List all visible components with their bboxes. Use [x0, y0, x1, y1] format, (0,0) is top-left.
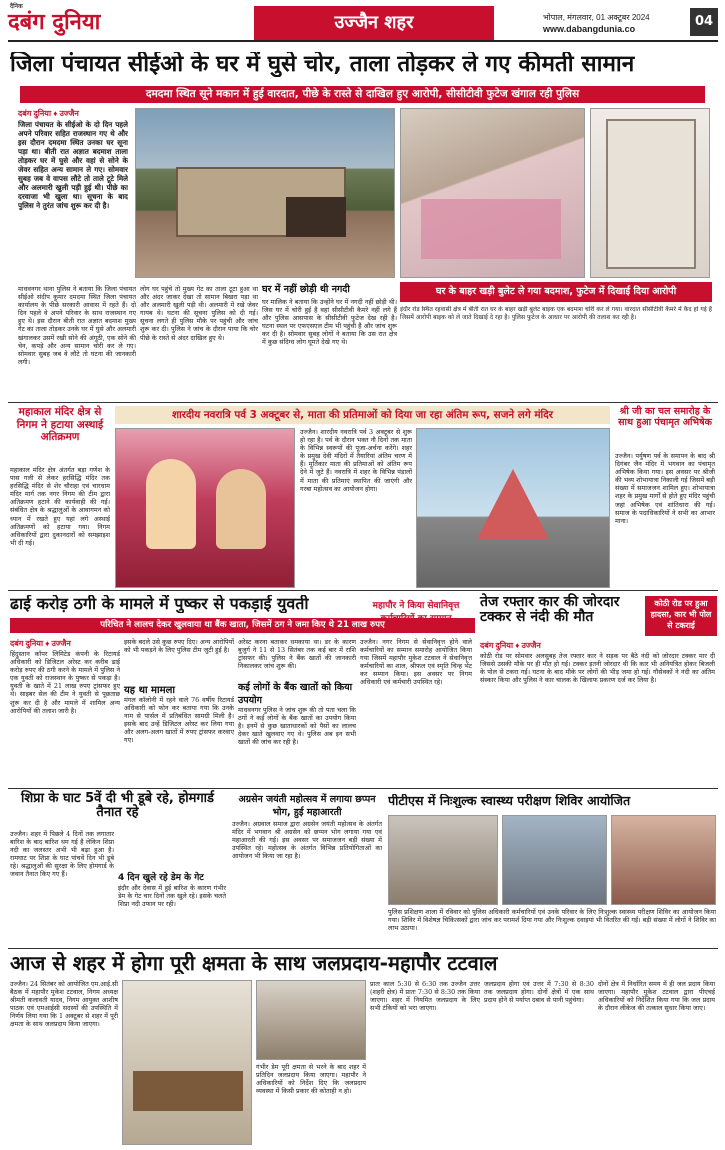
- scattered-clothes: [421, 199, 561, 259]
- divider: [8, 948, 718, 949]
- story2-left-headline: महाकाल मंदिर क्षेत्र से निगम ने हटाया अस्थाई अतिक्रमण: [16, 406, 104, 444]
- story4-photo-3: [611, 815, 716, 905]
- story5-body2: गंभीर डेम पूरी क्षमता से भरने के बाद शहर में प्रतिदिन जलप्रदाय किया जाएगा। महापौर ने अधिकारियों को निर्देश दिए कि जलप्रदाय व्यवस्था में किसी प्रकार की कोताही न हो।: [256, 1063, 366, 1096]
- idol-figure: [146, 459, 196, 549]
- story2-photo-idols: [115, 428, 295, 588]
- story3-right-headline: तेज रफ्तार कार की जोरदार टक्कर से नंदी की मौत: [480, 594, 620, 626]
- story3-body4: अरेस्ट करना बताकर धमकाया था। डर के कारण बुजुर्ग ने 11 से 13 सितंबर तक कई बार में राशि ट्रांसफर की। पुलिस ने बैंक खातों की जानकारी निकालकर जांच शुरू की।: [238, 638, 356, 671]
- story4-photo-2: [502, 815, 607, 905]
- meeting-table: [133, 1071, 243, 1111]
- temple-spire: [477, 469, 549, 539]
- story4-left-headline: शिप्रा के घाट 5वें दी भी डूबे रहे, होमगार्ड तैनात रहे: [20, 791, 215, 821]
- story1-body2: लोग घर पहुंचे तो मुख्य गेट का ताला टूटा हुआ था और अंदर जाकर देखा तो सामान बिखरा पड़ा था और अलमारी खुली पड़ी थी। अलमारी में रखे जेवर गायब थे। घटना की सूचना पुलिस को दी गई। सूचना लगते ही पुलिस मौके पर पहुंची और जांच शुरू कर दी। पुलिस ने जांच के दौरान पाया कि चोर पीछे के रास्ते से अंदर दाखिल हुए थे।: [140, 285, 258, 342]
- section-banner: उज्जैन शहर: [254, 6, 494, 40]
- idol-figure: [216, 469, 266, 549]
- story4-right-body: पुलिस प्रशिक्षण शाला में रविवार को पुलिस अधिकारी कर्मचारियों एवं उनके परिवार के लिए निःशुल्क स्वास्थ्य परीक्षण शिविर का आयोजन किया गया। शिविर में विशेषज्ञ चिकित्सकों द्वारा जांच कर परामर्श दिया गया और निःशुल्क दवाइयां भी वितरित की गईं। बड़ी संख्या में लोगों ने शिविर का लाभ उठाया।: [388, 908, 716, 933]
- story3-mid-body: उज्जैन। नगर निगम से सेवानिवृत्त होने वाले कर्मचारियों का सम्मान समारोह आयोजित किया गया जिसमें महापौर मुकेश टटवाल ने सेवानिवृत्त कर्मचारियों का शाल, श्रीफल एवं स्मृति चिन्ह भेंट कर सम्मान किया। इस अवसर पर निगम अधिकारी एवं कर्मचारी उपस्थित रहे।: [360, 638, 472, 687]
- story3-body1: हिंदुस्तान कॉपर लिमिटेड कंपनी के रिटायर्ड अधिकारी को डिजिटल अरेस्ट कर करीब ढाई करोड़ रुपए की ठगी करने के मामले में पुलिस ने एक युवती को राजस्थान के पुष्कर से पकड़ा है। युवती के खाते में 21 लाख रुपए ट्रांसफर हुए थे। साइबर सेल की टीम ने युवती से पूछताछ शुरू कर दी है और मामले में शामिल अन्य आरोपियों की तलाश जारी है।: [10, 650, 120, 715]
- story4-mid-body: उज्जैन। अग्रवाल समाज द्वारा अग्रसेन जयंती महोत्सव के अंतर्गत मंदिर में भगवान श्री अग्रसेन को छप्पन भोग लगाया गया एवं महाआरती की गई। इस अवसर पर समाजजन बड़ी संख्या में उपस्थित रहे। महोत्सव के अंतर्गत विभिन्न प्रतियोगिताओं का आयोजन भी किया जा रहा है।: [232, 820, 382, 861]
- story5-body4: जलप्रदाय होगा एवं उत्तर में 7:30 से 8:30 तक जलप्रदाय होगा। दोनों क्षेत्रों में एक साथ प्रदाय होने से पर्याप्त दबाव से पानी पहुंचेगा।: [484, 980, 594, 1005]
- story5-body3: प्रातः काल 5:30 से 6:30 तक उज्जैन उत्तर (शहरी क्षेत्र) में प्रातः 7:30 से 8:30 तक किया जाएगा। शहर में नियमित जलप्रदाय के लिए सभी टंकियों को भरा जाएगा।: [370, 980, 480, 1013]
- story3-body2: इसके बदले उसे कुछ रुपए दिए। अन्य आरोपियों को भी पकड़ने के लिए पुलिस टीम जुटी हुई है।: [124, 638, 234, 655]
- story3-subtitle: यह था मामला: [124, 685, 175, 696]
- story3-byline: दबंग दुनिया ♦ उज्जैन: [10, 639, 71, 648]
- story1-subhead: दमदमा स्थित सूने मकान में हुई वारदात, पीछे के रास्ते से दाखिल हुए आरोपी, सीसीटीवी फुटेज खंगाल रही पुलिस: [20, 86, 705, 103]
- story1-photo-almirah: [590, 108, 710, 278]
- story1-lead: जिला पंचायत के सीईओ के दो दिन पहले अपने परिवार सहित राजस्थान गए थे और इस दौरान दमदमा स्थित उनका घर सूना पड़ा था। बीती रात अज्ञात बदमाश ताला तोड़कर घर में घुसे और वहां से सोने के जेवर सहित अन्य सामान ले गए। सोमवार सुबह जब वे वापस लौटे तो ताले टूटे मिले और अलमारी खुली पड़ी हुई थी। पीछे का दरवाजा भी खुला था। सूचना के बाद पुलिस ने तुरंत जांच शुरू कर दी है।: [18, 120, 128, 210]
- story2-right-headline: श्री जी का चल समारोह के साथ हुआ पंचामृत अभिषेक: [618, 406, 712, 429]
- story5-photo-meeting: [122, 980, 252, 1145]
- logo-prefix: दैनिक: [10, 4, 23, 10]
- story1-headline: जिला पंचायत सीईओ के घर में घुसे चोर, ताला तोड़कर ले गए कीमती सामान: [10, 52, 635, 77]
- story4-mid-headline: अग्रसेन जयंती महोत्सव में लगाया छप्पन भोग, हुई महाआरती: [238, 794, 376, 818]
- story2-left-body: महाकाल मंदिर क्षेत्र अंतर्गत बड़ा गणेश के पास गली से लेकर हरसिद्धि मंदिर तक हरसिद्धि मंदिर से शेर चौराहा एवं चारधाम मंदिर मार्ग तक नगर निगम की टीम द्वारा अतिक्रमण हटाने की कार्यवाही की गई। संबंधित क्षेत्र के श्रद्धालुओं के आवागमन को ध्यान में रखते हुए यहां लगे अस्थाई अतिक्रमणों को हटाया गया। निगम अधिकारियों द्वारा दुकानदारों को समझाइश भी दी गई।: [10, 466, 110, 547]
- story3-headline: ढाई करोड़ ठगी के मामले में पुष्कर से पकड़ाई युवती: [10, 595, 309, 613]
- story1-byline: दबंग दुनिया ♦ उज्जैन: [18, 109, 79, 118]
- story1-body1: माधवनगर थाना पुलिस ने बताया कि जिला पंचायत सीईओ संदीप कुमार दमदमा स्थित जिला पंचायत कार्यालय के पीछे सरकारी आवास में रहते हैं। दो दिन पहले वे अपने परिवार के साथ राजस्थान गए हुए थे। इस दौरान बीती रात अज्ञात बदमाश मुख्य गेट का ताला तोड़कर उनके घर में घुसे और अलमारी खंगालकर उसमें रखी सोने की अंगूठी, एक सोने की चेन, कपड़े और अन्य सामान चोरी कर ले गए। सोमवार सुबह जब वे लौटे तो घटना की जानकारी लगी।: [18, 285, 136, 366]
- story3-right-badge: कोठी रोड पर हुआ हादसा, कार भी पोल से टकराई: [645, 596, 717, 636]
- story5-photo-official: [256, 980, 366, 1060]
- website: www.dabangdunia.co: [543, 24, 636, 34]
- logo-text: दबंग दुनिया: [8, 10, 101, 35]
- story4-left-body2: इंदौर और देवास में हुई बारिश के कारण गंभीर डेम के गेट चार दिनों तक खुले रहे। इसके चलते शिप्रा नदी उफान पर रही।: [118, 884, 226, 909]
- story1-photo-house: [135, 108, 395, 278]
- dateline: भोपाल, मंगलवार, 01 अक्टूबर 2024: [543, 13, 650, 22]
- story1-box-title: घर में नहीं छोड़ी थी नगदी: [262, 284, 350, 295]
- story1-photo-body: इंदौर रोड स्थित रहवासी क्षेत्र में बीती रात घर के बाहर खड़ी बुलेट बाइक एक बदमाश चोरी कर ले गया। वारदात सीसीटीवी कैमरे में कैद हो गई है जिसमें आरोपी बाइक को ले जाते दिखाई दे रहा है। पुलिस फुटेज के आधार पर आरोपी की तलाश कर रही है।: [400, 306, 712, 321]
- story3-right-body: कोठी रोड पर सोमवार अलसुबह तेज रफ्तार कार ने सड़क पर बैठे नंदी को जोरदार टक्कर मार दी जिससे उसकी मौके पर ही मौत हो गई। टक्कर इतनी जोरदार थी कि कार भी अनियंत्रित होकर बिजली के पोल से टकरा गई। घटना के बाद मौके पर लोगों की भीड़ जमा हो गई। गौसेवकों ने नंदी का अंतिम संस्कार किया और पुलिस ने कार चालक के खिलाफ प्रकरण दर्ज कर लिया है।: [480, 652, 715, 685]
- story3-mid-headline: महापौर ने किया सेवानिवृत्त कर्मचारियों का सम्मान: [372, 601, 460, 624]
- story3-box-title: कई लोगों के बैंक खातों को किया उपयोग: [238, 682, 353, 706]
- divider: [8, 590, 718, 591]
- story5-headline: आज से शहर में होगा पूरी क्षमता के साथ जलप्रदाय-महापौर टटवाल: [10, 952, 498, 974]
- story1-box-body: घर मालिक ने बताया कि उन्होंने घर में नगदी नहीं छोड़ी थी। जिस घर में चोरी हुई है वहां सीसीटीवी कैमरे नहीं लगे हैं और पुलिस आसपास के सीसीटीवी फुटेज देख रही है। घटना स्थल पर एफएसएल टीम भी पहुंची है और जांच शुरू कर दी है। सोमवार सुबह लोगों ने बताया कि उस रात क्षेत्र में कुछ संदिग्ध लोग घूमते देखे गए थे।: [262, 298, 397, 347]
- story4-right-headline: पीटीएस में निःशुल्क स्वास्थ्य परीक्षण शिविर आयोजित: [388, 794, 631, 808]
- page-number: 04: [690, 8, 718, 36]
- masthead: [8, 6, 718, 42]
- story2-photo-temple: [416, 428, 610, 588]
- story4-photo-1: [388, 815, 498, 905]
- story4-left-sub: 4 दिन खुले रहे डेम के गेट: [118, 873, 204, 883]
- story2-right-body: उज्जैन। पर्युषण पर्व के समापन के बाद श्री दिगंबर जैन मंदिर में भगवान का पंचामृत अभिषेक किया गया। इस अवसर पर श्रीजी की भव्य शोभायात्रा निकाली गई जिसमें बड़ी संख्या में समाजजन शामिल हुए। शोभायात्रा शहर के प्रमुख मार्गों से होते हुए मंदिर पहुंची जहां अभिषेक एवं शांतिधारा की गई। समाज के पदाधिकारियों ने सभी का आभार माना।: [615, 452, 715, 525]
- story3-box-body: माधवनगर पुलिस ने जांच शुरू की तो पता चला कि ठगों ने कई लोगों के बैंक खातों का उपयोग किया है। इनमें से कुछ खाताधारकों को पैसों का लालच देकर खाते खुलवाए गए थे। पुलिस अब इन सभी खातों की जांच कर रही है।: [238, 706, 356, 747]
- story4-left-body: उज्जैन। शहर में पिछले 4 दिनों तक लगातार बारिश के बाद बारिश थम गई है लेकिन शिप्रा नदी का जलस्तर अभी भी बढ़ा हुआ है। रामघाट पर शिप्रा के घाट पांचवें दिन भी डूबे रहे। श्रद्धालुओं की सुरक्षा के लिए होमगार्ड के जवान तैनात किए गए हैं।: [10, 830, 114, 879]
- story3-right-byline: दबंग दुनिया ♦ उज्जैन: [480, 641, 541, 650]
- story3-subhead: परिचित ने लालच देकर खुलवाया था बैंक खाता, जिसमें ठग ने जमा किए थे 21 लाख रुपए: [10, 618, 475, 633]
- story1-photo-interior: [400, 108, 585, 278]
- newspaper-logo: [8, 6, 100, 36]
- story5-body5: दोनों क्षेत्र में निर्धारित समय में ही जल प्रदाय किया जाएगा। महापौर मुकेश टटवाल द्वारा पीएचई अधिकारियों को निर्देशित किया गया कि जल प्रदाय के दौरान लीकेज की तत्काल सुधार किया जाए।: [598, 980, 715, 1013]
- house-gate: [286, 197, 346, 237]
- story2-body: उज्जैन। शारदीय नवरात्रि पर्व 3 अक्टूबर से शुरू हो रहा है। पर्व के दौरान भक्त नौ दिनों तक माता के विभिन्न स्वरूपों की पूजा-अर्चना करेंगे। शहर के प्रमुख देवी मंदिरों में तैयारियां अंतिम चरण में हैं। मूर्तिकार माता की प्रतिमाओं को अंतिम रूप देने में जुटे हैं। नवरात्रि में शहर के विभिन्न पंडालों में माता की प्रतिमाएं स्थापित की जाएंगी और गरबा महोत्सव का आयोजन होगा।: [300, 428, 412, 493]
- story1-photo-caption: घर के बाहर खड़ी बुलेट ले गया बदमाश, फुटेज में दिखाई दिया आरोपी: [400, 282, 712, 302]
- story5-body1: उज्जैन। 24 सितंबर को आयोजित एम.आई.सी बैठक में महापौर मुकेश टटवाल, निगम अध्यक्ष श्रीमती कलावती यादव, निगम आयुक्त आशीष पाठक एवं एमआईसी सदस्यों की उपस्थिति में निर्णय लिया गया कि 1 अक्टूबर से शहर में पूरी क्षमता के साथ जलप्रदाय किया जाएगा।: [10, 980, 118, 1029]
- almirah: [606, 119, 696, 269]
- story3-body3: मंगल कॉलोनी में रहने वाले 76 वर्षीय रिटायर्ड अधिकारी को फोन कर बताया गया कि उनके नाम से पार्सल में प्रतिबंधित सामग्री मिली है। इसके बाद उन्हें डिजिटल अरेस्ट कर लिया गया और अलग-अलग खातों में रुपए ट्रांसफर करवाए गए।: [124, 696, 234, 745]
- divider: [8, 788, 718, 789]
- divider: [8, 402, 718, 403]
- story2-banner: शारदीय नवरात्रि पर्व 3 अक्टूबर से, माता की प्रतिमाओं को दिया जा रहा अंतिम रूप, सजने लगे मंदिर: [115, 406, 610, 424]
